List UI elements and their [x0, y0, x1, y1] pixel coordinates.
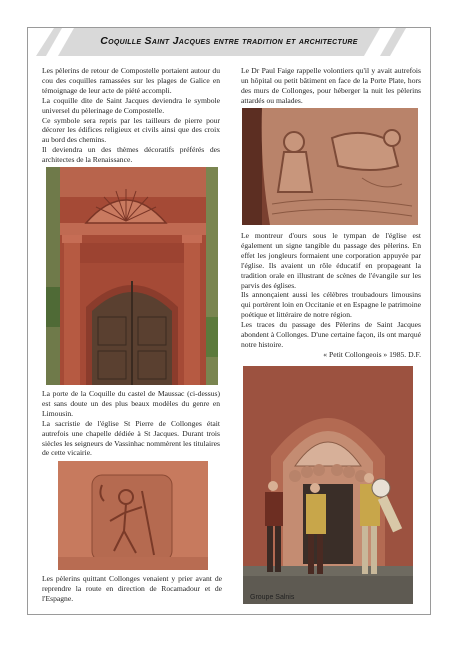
- door-caption-text: [42, 389, 220, 458]
- hospital-text: [241, 66, 421, 106]
- paragraph: Le montreur d'ours sous le tympan de l'église est également un signe tangible du passage des pèlerins. En effet les jongleurs formaient une corporation appuyée par l'église. Ils avaient un rôle éducatif en propageant la tradition orale en illustrant de scènes de l'évangile sur les parvis des églises.: [241, 231, 421, 290]
- pilgrims-leaving-text: [42, 574, 222, 604]
- citation: « Petit Collongeois » 1985. D.F.: [323, 349, 421, 359]
- paragraph: Les traces du passage des Pèlerins de Saint Jacques abondent à Collonges. D'une certaine façon, ils ont marqué notre histoire.: [241, 320, 421, 349]
- paragraph: La coquille dite de Saint Jacques deviendra le symbole universel du pèlerinage de Compostelle.: [42, 95, 220, 115]
- shell-door-photo: [46, 167, 218, 385]
- photo-credit: Groupe Salnis: [250, 594, 295, 601]
- musicians-church-portal-photo: [243, 366, 413, 604]
- paragraph: Ils annonçaient aussi les célèbres troubadours limousins qui portèrent loin en Occitanie et en Espagne le patrimoine poétique et littéraire de notre région.: [241, 290, 421, 320]
- paragraph: Il deviendra un des thèmes décoratifs préférés des architectes de la Renaissance.: [42, 145, 220, 165]
- bear-tamer-text: [241, 231, 421, 360]
- bear-tamer-sculpture-photo: [242, 108, 418, 225]
- paragraph: Le Dr Paul Faige rappelle volontiers qu'il y avait autrefois un hôpital ou petit bâtiment en face de la Porte Plate, hors des murs de Collonges, pour héberger la nuit les pèlerins attardés ou malades.: [241, 66, 421, 105]
- title-band: [28, 28, 430, 56]
- paragraph: Ce symbole sera repris par les tailleurs de pierre pour décorer les édifices religieux et civils ainsi que des croix au bord des chemins.: [42, 115, 220, 145]
- page-title: Coquille Saint Jacques entre tradition et architecture: [100, 35, 358, 47]
- paragraph: La porte de la Coquille du castel de Maussac (ci-dessus) est sans doute un des plus beaux modèles du genre en Limousin.: [42, 389, 220, 418]
- pilgrim-relief-photo: [58, 461, 208, 570]
- paragraph: Les pèlerins de retour de Compostelle portaient autour du cou des coquilles ramassées sur les plages de Galice en témoignage de leur acte de piété accompli.: [42, 66, 220, 95]
- paragraph: La sacristie de l'église St Pierre de Collonges était autrefois une chapelle dédiée à St Jacques. Durant trois siècles les seigneurs de Vassinhac nommèrent les titulaires de cette vicairie.: [42, 418, 220, 458]
- intro-text: [42, 66, 220, 165]
- paragraph: Les pèlerins quittant Collonges venaient y prier avant de reprendre la route en direction de Rocamadour et de l'Espagne.: [42, 574, 222, 603]
